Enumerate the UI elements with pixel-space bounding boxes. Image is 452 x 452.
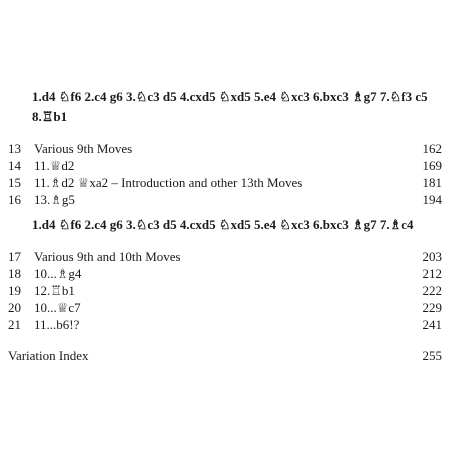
toc-entry[interactable] — [8, 191, 442, 209]
chapter-number: 17 — [8, 249, 21, 264]
page-number: 212 — [422, 266, 442, 281]
toc-entry[interactable] — [8, 140, 442, 158]
page-number: 181 — [422, 175, 442, 190]
toc-entry[interactable] — [8, 265, 442, 283]
chapter-title: 12.♖b1 — [34, 283, 75, 298]
chapter-title: Various 9th and 10th Moves — [34, 249, 181, 264]
page-number: 255 — [422, 348, 442, 363]
chapter-title: 10...♗g4 — [34, 266, 82, 281]
toc-entry[interactable] — [8, 299, 442, 317]
page-number: 241 — [422, 317, 442, 332]
chapter-title: 11...b6!? — [34, 317, 80, 332]
page-number: 194 — [422, 192, 442, 207]
chapter-number: 15 — [8, 175, 21, 190]
chapter-title: 11.♕d2 — [34, 158, 75, 173]
chapter-title: 13.♗g5 — [34, 192, 75, 207]
variation-index-entry[interactable] — [8, 347, 442, 365]
chapter-title: 11.♗d2 ♕xa2 – Introduction and other 13th Moves — [34, 175, 303, 190]
chapter-title: Various 9th Moves — [34, 141, 133, 156]
page-number: 203 — [422, 249, 442, 264]
chapter-number: 19 — [8, 283, 21, 298]
toc-entry[interactable] — [8, 316, 442, 334]
chapter-number: 18 — [8, 266, 21, 281]
section-heading: 1.d4 ♘f6 2.c4 g6 3.♘c3 d5 4.cxd5 ♘xd5 5.e4 ♘xc3 6.bxc3 ♗g7 7.♗c4 — [32, 217, 414, 232]
chapter-number: 16 — [8, 192, 21, 207]
page-number: 229 — [422, 300, 442, 315]
page-number: 169 — [422, 158, 442, 173]
chapter-number: 14 — [8, 158, 21, 173]
chapter-number: 21 — [8, 317, 21, 332]
page-number: 162 — [422, 141, 442, 156]
toc-entry[interactable] — [8, 174, 442, 192]
toc-entry[interactable] — [8, 248, 442, 266]
index-title: Variation Index — [8, 348, 89, 363]
chapter-number: 13 — [8, 141, 21, 156]
chapter-title: 10...♕c7 — [34, 300, 81, 315]
toc-entry[interactable] — [8, 157, 442, 175]
section-heading: 1.d4 ♘f6 2.c4 g6 3.♘c3 d5 4.cxd5 ♘xd5 5.e4 ♘xc3 6.bxc3 ♗g7 7.♘f3 c5 8.♖b1 — [32, 89, 428, 124]
chapter-number: 20 — [8, 300, 21, 315]
page-number: 222 — [422, 283, 442, 298]
toc-entry[interactable] — [8, 282, 442, 300]
